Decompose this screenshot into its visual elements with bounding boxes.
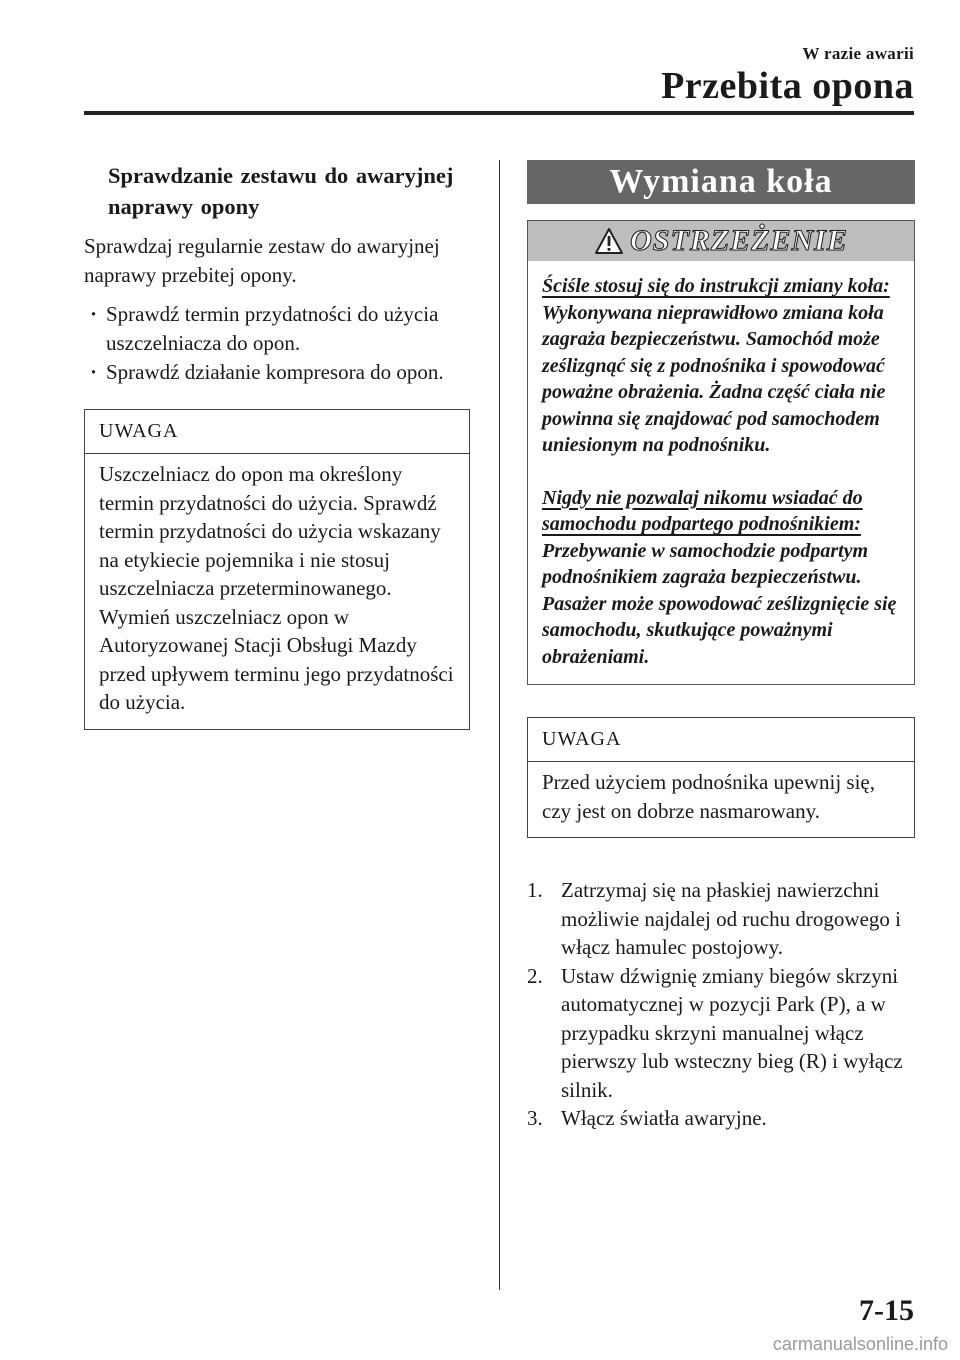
warning-body [528,261,914,684]
intro-paragraph: Sprawdzaj regularnie zestaw do awaryjnej naprawy przebitej opony. [84,234,440,287]
step-number: 1. [527,878,543,902]
column-divider [499,160,500,1290]
note-label: UWAGA [85,410,469,454]
note-text: Przed użyciem podnośnika upewnij się, czy jest on dobrze nasmarowany. [542,770,876,823]
step-number: 2. [527,963,543,988]
step-text: Ustaw dźwignię zmiany biegów skrzyni automatycznej w pozycji Park (P), a w przypadku skrzyni manualnej włącz pierwszy lub wsteczny bieg (R) i wyłącz silnik. [561,963,903,1102]
warning-box [527,220,915,685]
step-text: Włącz światła awaryjne. [561,1106,767,1130]
step-text: Zatrzymaj się na płaskiej nawierzchni możliwie najdalej od ruchu drogowego i włącz hamulec postojowy. [561,878,901,959]
procedure-steps [527,876,915,1133]
list-item [527,962,915,1105]
warning-text: Wykonywana nieprawidłowo zmiana koła zagraża bezpieczeństwu. Samochód może ześlizgnąć się z podnośnika i spowodować poważne obrażenia. Żadna część ciała nie powinna się znajdować pod samochodem uniesionym na podnośniku. [542,301,886,456]
warning-label: OSTRZEŻENIE [630,224,848,257]
header-rule [84,111,914,115]
section-label: W razie awarii [802,44,914,63]
warning-header [528,221,914,261]
left-column [84,160,470,730]
list-item [527,1104,915,1133]
warning-heading: Nigdy nie pozwalaj nikomu wsiadać do samochodu podpartego podnośnikiem: [542,486,863,535]
note-label: UWAGA [528,718,914,762]
note-box [84,409,470,730]
check-list [84,300,470,387]
list-item: · Sprawdź działanie kompresora do opon. [84,358,470,387]
subsection-heading: Sprawdzanie zestawu do awaryjnej naprawy opony [108,163,454,219]
note-text: Uszczelniacz do opon ma określony termin przydatności do użycia. Sprawdź termin przydatności do użycia wskazany na etykiecie pojemnika i nie stosuj uszczelniacza przeterminowanego. Wymień uszczelniacz opon w Autoryzowanej Stacji Obsługi Mazdy przed upływem terminu jego przydatności do użycia. [99,462,454,714]
warning-heading: Ściśle stosuj się do instrukcji zmiany koła: [542,275,890,297]
step-number: 3. [527,1106,543,1130]
section-banner: Wymiana koła [527,160,915,204]
list-item [527,876,915,962]
warning-text: Przebywanie w samochodzie podpartym podnośnikiem zagraża bezpieczeństwu. Pasażer może spowodować ześlizgnięcie się samochodu, skutkujące poważnymi obrażeniami. [542,539,897,668]
right-column [527,160,915,1133]
page-number: 7-15 [859,1294,914,1327]
note-box [527,717,915,838]
warning-triangle-icon [594,227,624,255]
list-item: · Sprawdź termin przydatności do użycia uszczelniacza do opon. [84,300,470,358]
watermark: carmanualsonline.info [772,1334,948,1354]
page-title: Przebita opona [661,65,914,107]
